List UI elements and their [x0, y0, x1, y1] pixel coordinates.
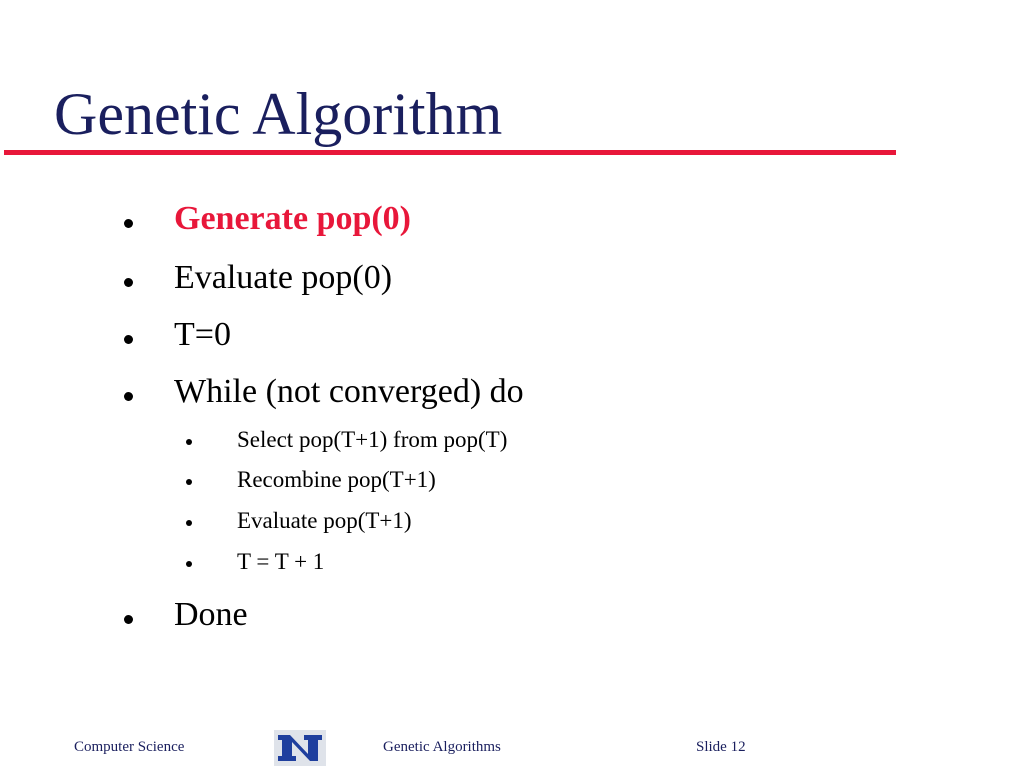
sub-bullet-dot: [186, 479, 192, 485]
bullet-item-done: Done: [174, 596, 248, 633]
footer-course: Computer Science: [74, 739, 185, 755]
title-underline: [4, 150, 896, 155]
sub-bullet-item-evaluate: Evaluate pop(T+1): [237, 508, 412, 533]
sub-bullet-item-select: Select pop(T+1) from pop(T): [237, 427, 508, 452]
bullet-dot: [124, 392, 133, 401]
slide-title: Genetic Algorithm: [54, 81, 503, 147]
bullet-item-t-zero: T=0: [174, 316, 231, 353]
bullet-item-evaluate: Evaluate pop(0): [174, 259, 393, 296]
sub-bullet-item-increment: T = T + 1: [237, 549, 325, 574]
bullet-item-generate: Generate pop(0): [174, 200, 412, 237]
bullet-dot: [124, 335, 133, 344]
bullet-dot: [124, 219, 133, 228]
sub-bullet-dot: [186, 520, 192, 526]
nebraska-n-logo-icon: [274, 730, 326, 766]
sub-bullet-item-recombine: Recombine pop(T+1): [237, 467, 436, 492]
bullet-dot: [124, 615, 133, 624]
footer-topic: Genetic Algorithms: [383, 739, 501, 755]
bullet-dot: [124, 278, 133, 287]
bullet-item-while: While (not converged) do: [174, 373, 524, 410]
sub-bullet-dot: [186, 439, 192, 445]
sub-bullet-dot: [186, 561, 192, 567]
slide-number: Slide 12: [696, 739, 746, 755]
